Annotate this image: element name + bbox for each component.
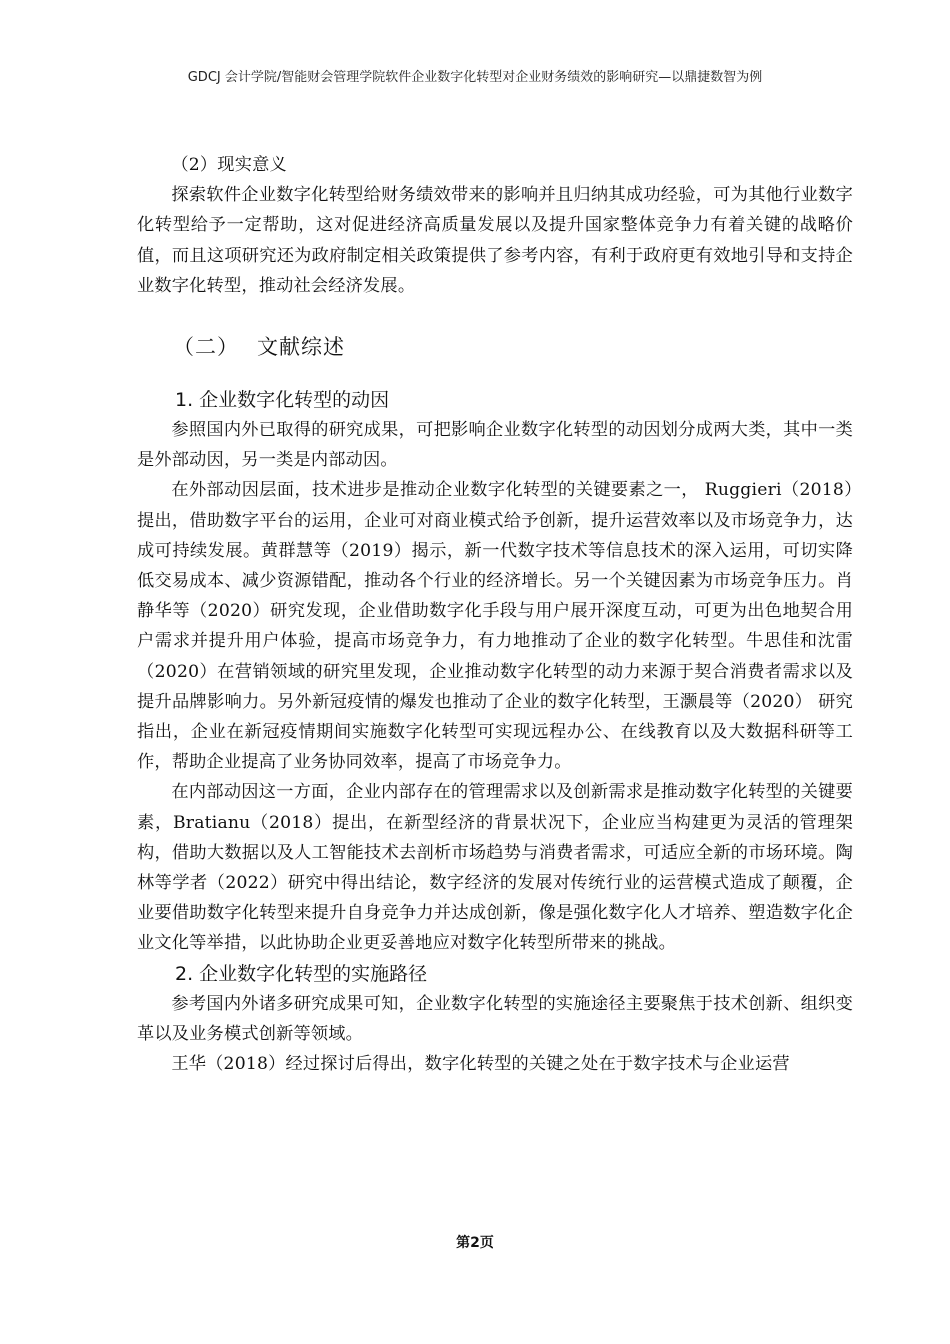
page-body [137, 150, 853, 1079]
page-number: 第2页 [456, 1235, 494, 1251]
section-title: 文献综述 [257, 335, 345, 360]
heading-implementation-paths: 2. 企业数字化转型的实施路径 [175, 962, 428, 985]
paragraph-implementation-intro: 参考国内外诸多研究成果可知，企业数字化转型的实施途径主要聚焦于技术创新、组织变革以及业务模式创新等领域。 [137, 993, 853, 1044]
subheading-practical-significance: （2）现实意义 [171, 155, 287, 175]
section-number: （二） [173, 335, 239, 360]
running-header: GDCJ 会计学院/智能财会管理学院软件企业数字化转型对企业财务绩效的影响研究—以鼎捷数智为例 [187, 70, 763, 85]
paragraph-external-motivations: 在外部动因层面，技术进步是推动企业数字化转型的关键要素之一， Ruggieri（2018）提出，借助数字平台的运用，企业可对商业模式给予创新，提升运营效率以及市场竞争力，达成可持续发展。黄群慧等（2019）揭示，新一代数字技术等信息技术的深入运用，可切实降低交易成本、减少资源错配，推动各个行业的经济增长。另一个关键因素为市场竞争压力。肖静华等（2020）研究发现，企业借助数字化手段与用户展开深度互动，可更为出色地契合用户需求并提升用户体验，提高市场竞争力，有力地推动了企业的数字化转型。牛思佳和沈雷（2020）在营销领域的研究里发现，企业推动数字化转型的动力来源于契合消费者需求以及提升品牌影响力。另外新冠疫情的爆发也推动了企业的数字化转型，王灏晨等（2020） 研究指出，企业在新冠疫情期间实施数字化转型可实现远程办公、在线教育以及大数据科研等工作，帮助企业提高了业务协同效率，提高了市场竞争力。 [137, 480, 853, 773]
paragraph-practical-significance: 探索软件企业数字化转型给财务绩效带来的影响并且归纳其成功经验，可为其他行业数字化转型给予一定帮助，这对促进经济高质量发展以及提升国家整体竞争力有着关键的战略价值，而且这项研究还为政府制定相关政策提供了参考内容，有利于政府更有效地引导和支持企业数字化转型，推动社会经济发展。 [137, 185, 853, 296]
section-heading-literature-review [137, 331, 853, 361]
paragraph-motivations-intro: 参照国内外已取得的研究成果，可把影响企业数字化转型的动因划分成两大类，其中一类是外部动因，另一类是内部动因。 [137, 420, 853, 471]
paragraph-internal-motivations: 在内部动因这一方面，企业内部存在的管理需求以及创新需求是推动数字化转型的关键要素，Bratianu（2018）提出，在新型经济的背景状况下，企业应当构建更为灵活的管理架构，借助大数据以及人工智能技术去剖析市场趋势与消费者需求，可适应全新的市场环境。陶林等学者（2022）研究中得出结论，数字经济的发展对传统行业的运营模式造成了颠覆，企业要借助数字化转型来提升自身竞争力并达成创新，像是强化数字化人才培养、塑造数字化企业文化等举措，以此协助企业更妥善地应对数字化转型所带来的挑战。 [137, 782, 853, 954]
heading-motivations: 1. 企业数字化转型的动因 [175, 389, 390, 412]
paragraph-implementation-wanghua: 王华（2018）经过探讨后得出，数字化转型的关键之处在于数字技术与企业运营 [171, 1054, 790, 1075]
